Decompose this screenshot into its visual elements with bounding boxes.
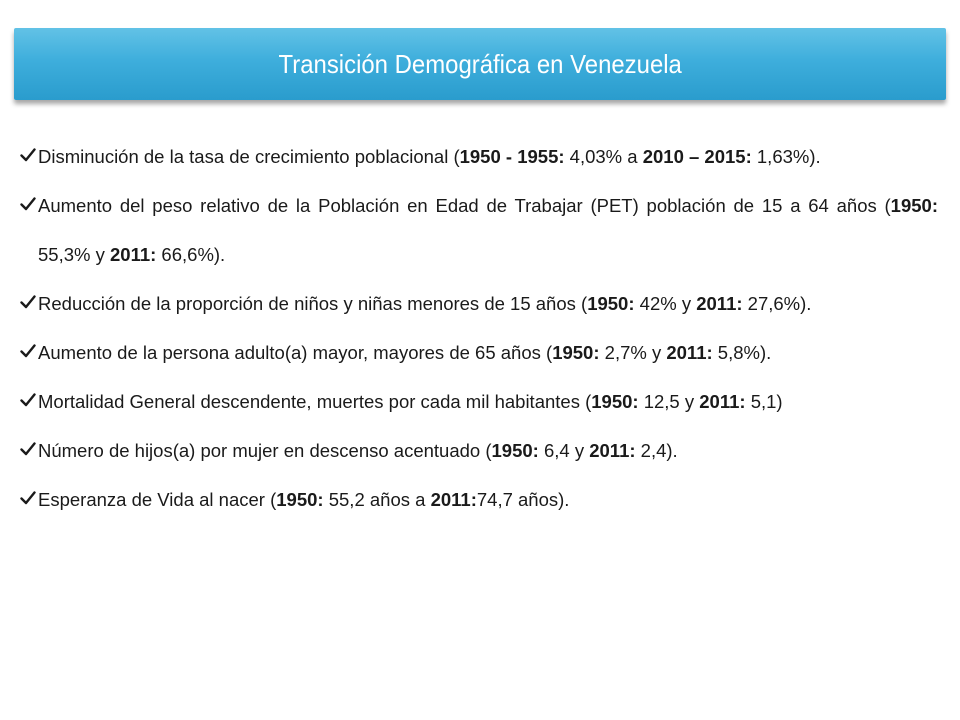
bullet-segment: 66,6%). <box>156 244 226 265</box>
bullet-segment: 55,3% y <box>38 244 110 265</box>
bullet-bold-segment: 1950 - 1955: <box>459 146 565 167</box>
bullet-bold-segment: 2011: <box>430 489 477 510</box>
bullet-segment: Número de hijos(a) por mujer en descenso acentuado ( <box>38 440 492 461</box>
bullet-segment: Aumento del peso relativo de la Población en Edad de Trabajar (PET) población de 15 a 64 años ( <box>38 195 891 216</box>
bullet-segment: 42% y <box>634 293 697 314</box>
bullet-text <box>38 342 771 363</box>
bullet-bold-segment: 1950: <box>890 195 938 216</box>
bullet-segment: 5,8%). <box>712 342 772 363</box>
slide-title: Transición Demográfica en Venezuela <box>278 48 682 79</box>
check-mark-icon <box>20 343 36 359</box>
bullet-bold-segment: 2011: <box>666 342 713 363</box>
bullet-bold-segment: 2010 – 2015: <box>642 146 752 167</box>
bullet-segment: 12,5 y <box>638 391 700 412</box>
bullet-item <box>20 132 938 181</box>
bullet-segment: 55,2 años a <box>323 489 431 510</box>
bullet-bold-segment: 2011: <box>589 440 636 461</box>
check-mark-icon <box>20 441 36 457</box>
bullet-text <box>38 146 821 167</box>
bullet-segment: 1,63%). <box>751 146 821 167</box>
bullet-bold-segment: 1950: <box>591 391 639 412</box>
bullet-bold-segment: 2011: <box>696 293 743 314</box>
title-banner <box>14 28 946 100</box>
check-mark-icon <box>20 490 36 506</box>
check-mark-icon <box>20 392 36 408</box>
bullet-segment: Disminución de la tasa de crecimiento poblacional ( <box>38 146 460 167</box>
bullet-bold-segment: 1950: <box>587 293 635 314</box>
bullet-segment: Mortalidad General descendente, muertes por cada mil habitantes ( <box>38 391 592 412</box>
bullet-segment: Reducción de la proporción de niños y niñas menores de 15 años ( <box>38 293 588 314</box>
bullet-item <box>20 426 938 475</box>
bullet-segment: 4,03% a <box>564 146 643 167</box>
bullet-item <box>20 181 938 279</box>
bullet-segment: 5,1) <box>745 391 783 412</box>
bullet-text <box>38 195 938 265</box>
bullet-item <box>20 279 938 328</box>
bullet-text <box>38 391 783 412</box>
bullet-item <box>20 328 938 377</box>
check-mark-icon <box>20 147 36 163</box>
bullet-segment: Esperanza de Vida al nacer ( <box>38 489 277 510</box>
bullet-bold-segment: 1950: <box>276 489 324 510</box>
bullet-segment: 27,6%). <box>742 293 812 314</box>
bullet-segment: 6,4 y <box>538 440 590 461</box>
bullet-bold-segment: 2011: <box>699 391 746 412</box>
bullet-bold-segment: 2011: <box>110 244 157 265</box>
bullet-item <box>20 475 938 524</box>
bullet-text <box>38 489 569 510</box>
bullet-bold-segment: 1950: <box>552 342 600 363</box>
bullet-segment: Aumento de la persona adulto(a) mayor, mayores de 65 años ( <box>38 342 553 363</box>
bullet-text <box>38 293 811 314</box>
bullet-item <box>20 377 938 426</box>
bullet-segment: 2,4). <box>635 440 678 461</box>
check-mark-icon <box>20 294 36 310</box>
bullet-bold-segment: 1950: <box>491 440 539 461</box>
check-mark-icon <box>20 196 36 212</box>
bullet-segment: 2,7% y <box>599 342 667 363</box>
bullet-segment: 74,7 años). <box>476 489 570 510</box>
bullet-list <box>20 132 938 524</box>
bullet-text <box>38 440 678 461</box>
